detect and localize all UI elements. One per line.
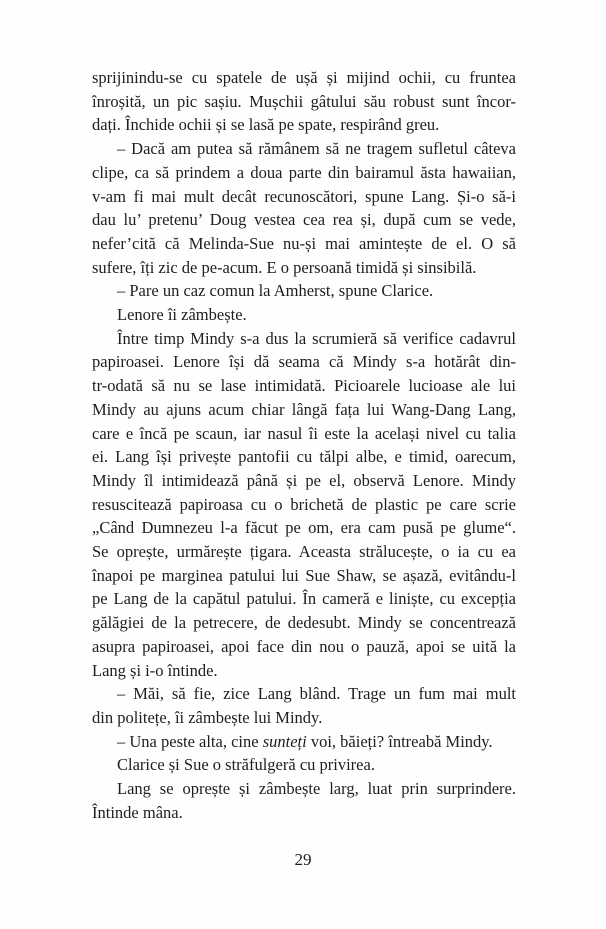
text-line: din politețe, îi zâmbește lui Mindy. [92,707,323,727]
paragraph-4 [92,303,516,327]
text-line: Mindy au ajuns acum chiar lângă fața lui Wang-Dang Lang, [92,399,516,419]
text-line: sufere, îți zic de pe-acum. E o persoană timidă și sinsibilă. [92,257,477,277]
page-number: 29 [294,850,312,869]
dialogue-text: – Una peste alta, cine [117,731,263,751]
text-line: Lang se oprește și zâmbește larg, luat prin surprindere. [117,779,516,799]
text-line: Lenore îi zâmbește. [117,305,247,325]
text-line: asupra papiroasei, apoi face din nou o pauză, apoi se uită la [92,636,516,656]
text-line: v-am fi mai mult decât recunoscători, spune Lang. Și-o să-i [92,186,516,206]
text-line: nefer’cită că Melinda-Sue nu-și mai amintește de el. O să [92,233,516,253]
text-line: resuscitează papiroasa cu o brichetă de plastic pe care scrie [92,494,516,514]
text-line: – Dacă am putea să rămânem să ne tragem sufletul câteva [117,139,516,159]
text-line: Mindy îl intimidează până și pe el, observă Lenore. Mindy [92,470,516,490]
text-line [92,730,516,754]
text-line: Lang și i-o întinde. [92,660,218,680]
text-line: – Pare un caz comun la Amherst, spune Clarice. [117,281,434,301]
paragraph-3 [92,279,516,303]
text-line: înapoi pe marginea patului lui Sue Shaw, se așază, evitându-l [92,565,516,585]
text-line: gălăgiei de la petrecere, de dedesubt. Mindy se concentrează [92,613,516,633]
text-line: dau lu’ pretenu’ Doug vestea cea rea și, după cum se vede, [92,210,516,230]
paragraph-1 [92,66,516,137]
text-line: – Măi, să fie, zice Lang blând. Trage un fum mai mult [117,684,516,704]
text-line: înroșită, un pic sașiu. Mușchii gâtului său robust sunt încor- [92,91,516,111]
text-line: ei. Lang își privește pantofii cu tălpi albe, e timid, oarecum, [92,447,516,467]
emphasized-word: sunteți [262,731,307,751]
text-line: Clarice și Sue o străfulgeră cu privirea. [117,755,375,775]
text-line: papiroasei. Lenore își dă seama că Mindy s-a hotărât din- [92,352,516,372]
paragraph-2 [92,137,516,279]
text-line: tr-odată să nu se lase intimidată. Picioarele lucioase ale lui [92,376,516,396]
text-line: „Când Dumnezeu l-a făcut pe om, era cam pusă pe glume“. [92,518,516,538]
body-text [92,66,516,825]
text-line: care e încă pe scaun, iar nasul îi este la același nivel cu talia [92,423,516,443]
paragraph-8 [92,753,516,777]
text-line: dați. Închide ochii și se lasă pe spate, respirând greu. [92,115,440,135]
paragraph-9 [92,777,516,824]
paragraph-7 [92,730,516,754]
dialogue-text: voi, băieți? întreabă Mindy. [306,731,493,751]
text-line: pe Lang de la capătul patului. În cameră e liniște, cu excepția [92,589,516,609]
text-line: sprijinindu-se cu spatele de ușă și mijind ochii, cu fruntea [92,68,516,87]
paragraph-6 [92,682,516,729]
text-line: clipe, ca să prindem a doua parte din bairamul ăsta hawaiian, [92,162,516,182]
paragraph-5 [92,327,516,683]
text-line: Întinde mâna. [92,802,183,822]
text-line: Între timp Mindy s-a dus la scrumieră să verifice cadavrul [117,328,516,348]
text-line: Se oprește, urmărește țigara. Aceasta strălucește, o ia cu ea [92,542,516,562]
